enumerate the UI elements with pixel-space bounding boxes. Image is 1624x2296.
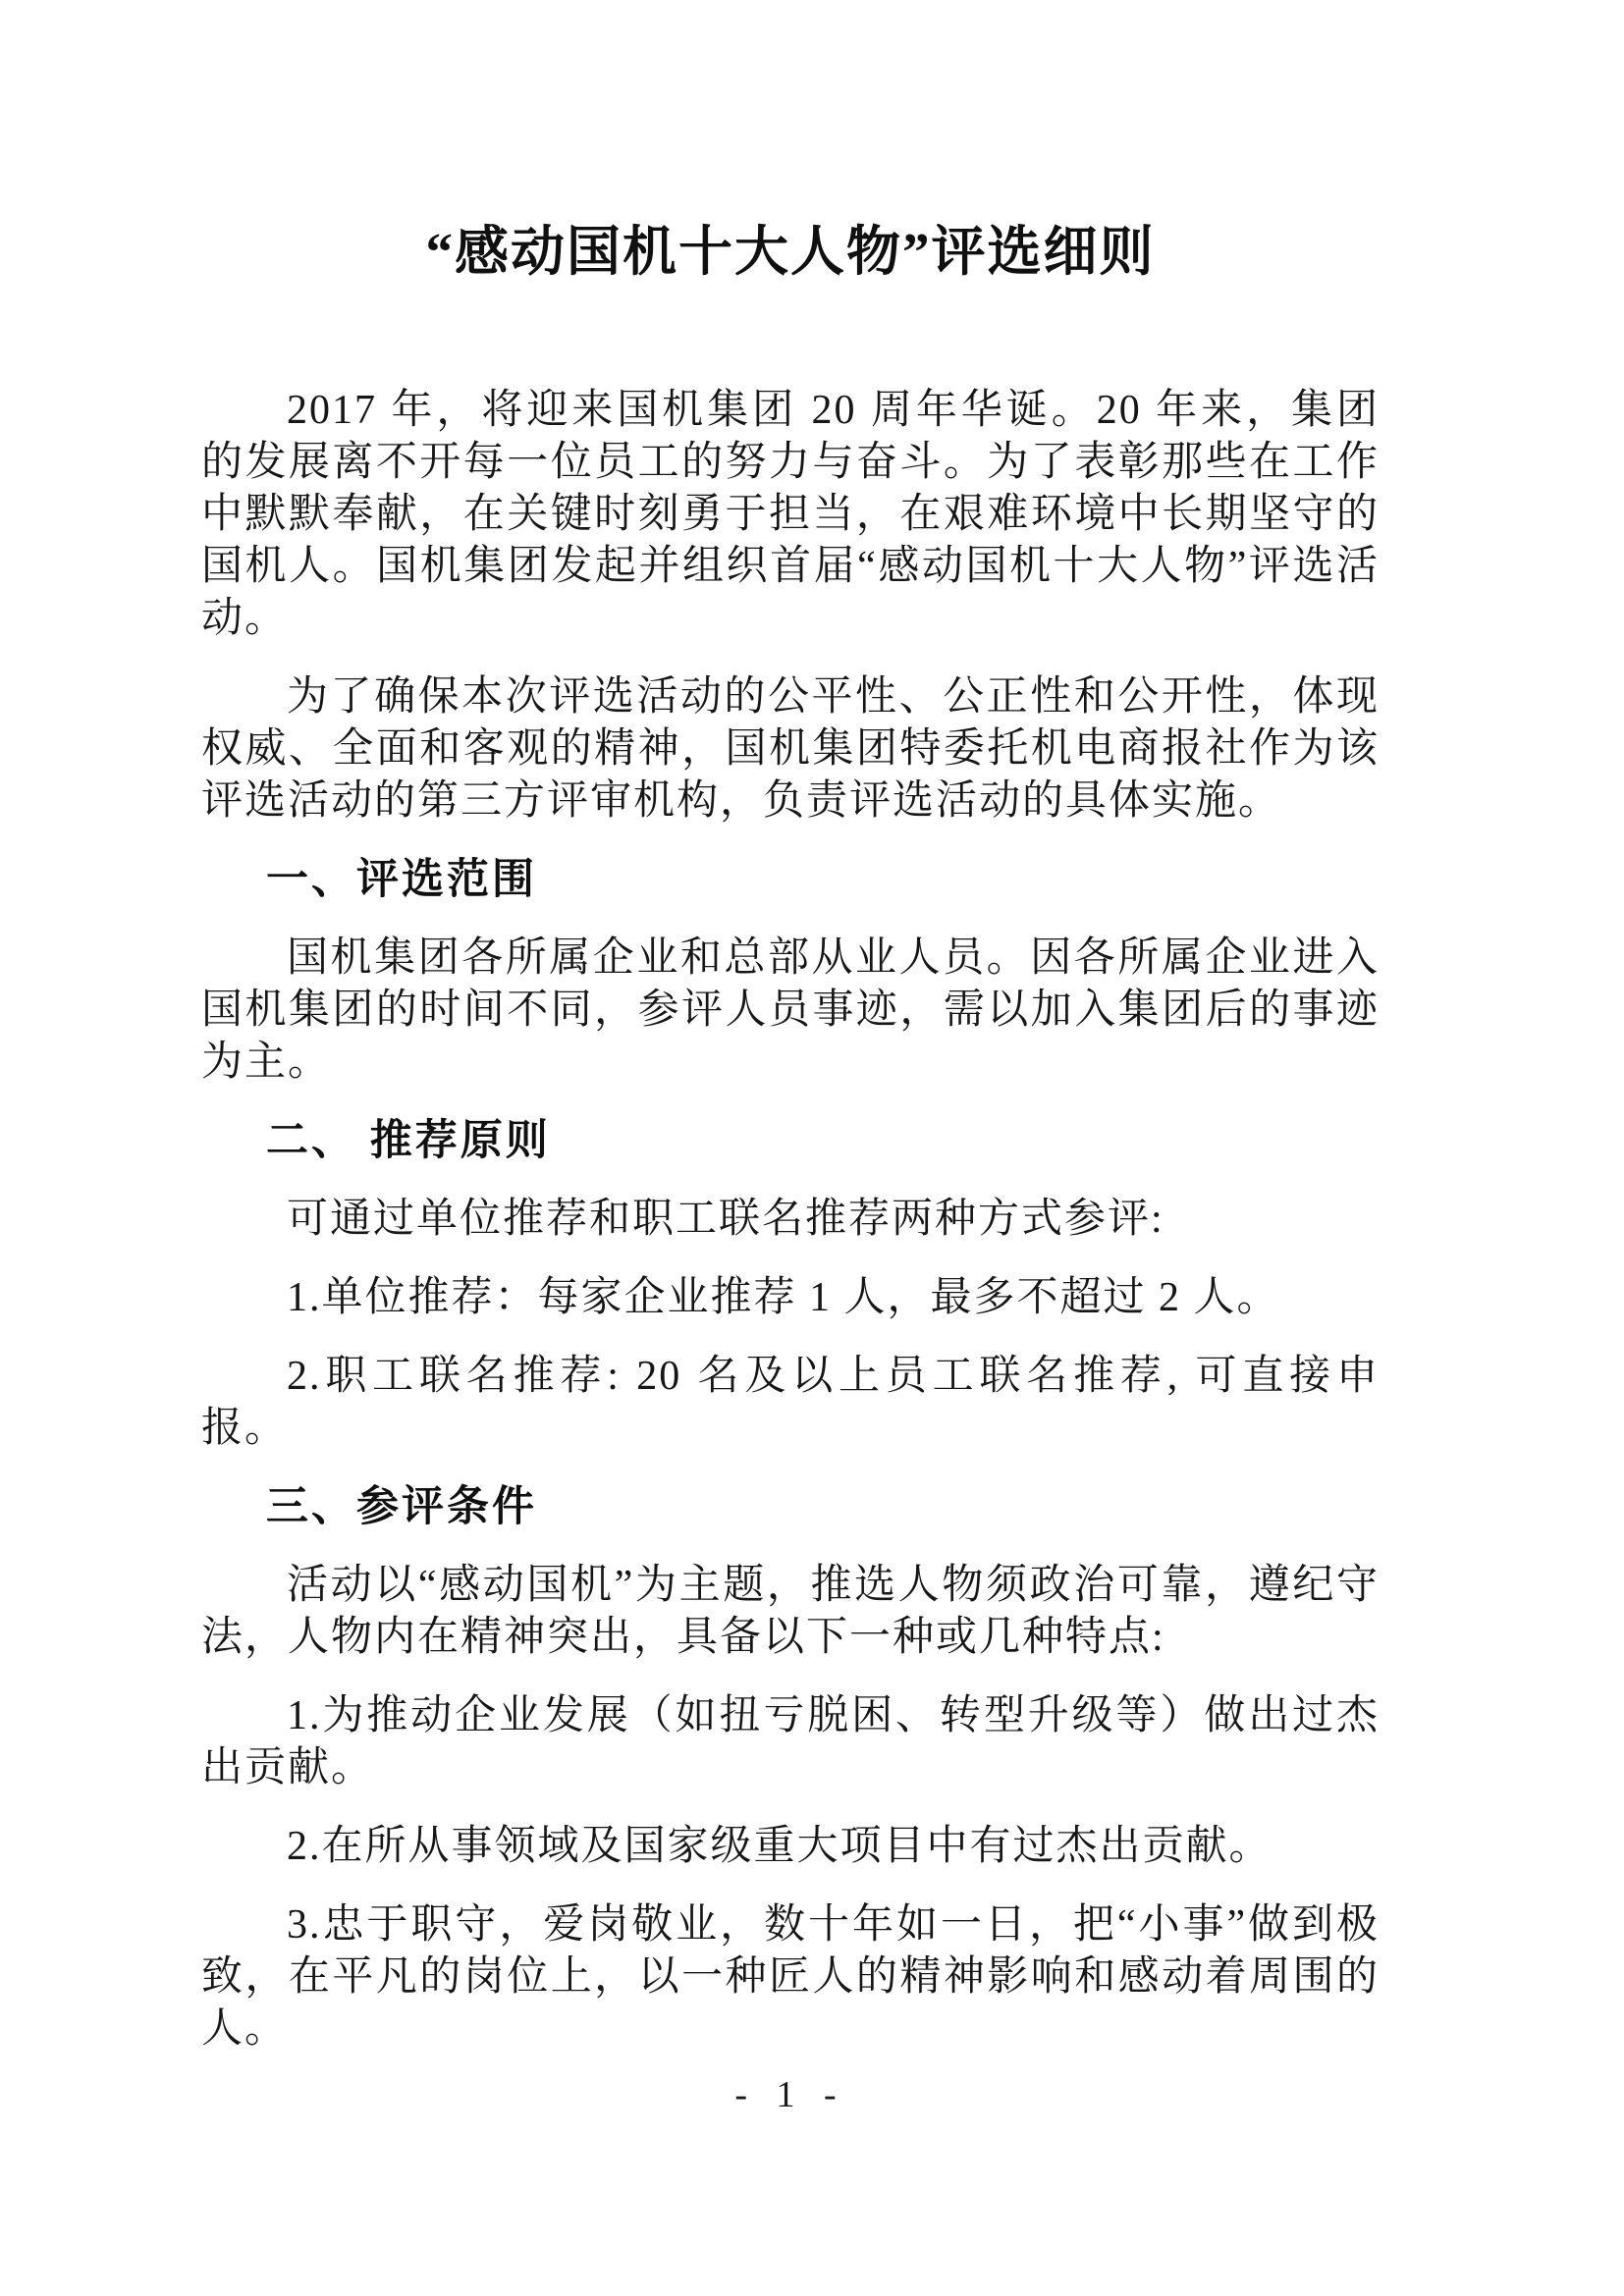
- section-2-heading: 二、 推荐原则: [266, 1118, 551, 1164]
- section-3-heading: 三、参评条件: [266, 1484, 537, 1530]
- section-1-paragraph-1: 国机集团各所属企业和总部从业人员。因各所属企业进入国机集团的时间不同，参评人员事迹，需以加入集团后的事迹为主。: [201, 935, 1380, 1085]
- section-2-paragraph-1: 可通过单位推荐和职工联名推荐两种方式参评:: [287, 1197, 1164, 1242]
- page-number: - 1 -: [734, 2074, 846, 2115]
- section-3-item-3: 3.忠于职守，爱岗敬业，数十年如一日，把“小事”做到极致，在平凡的岗位上，以一种匠人的精神影响和感动着周围的人。: [201, 1902, 1380, 2052]
- section-3-paragraph-1: 活动以“感动国机”为主题，推选人物须政治可靠，遵纪守法，人物内在精神突出，具备以下一种或几种特点:: [201, 1563, 1380, 1660]
- document-body: [201, 218, 1380, 2082]
- section-3-item-2: 2.在所从事领域及国家级重大项目中有过杰出贡献。: [287, 1824, 1272, 1869]
- document-title: “感动国机十大人物”评选细则: [425, 222, 1156, 282]
- intro-paragraph-1: 2017 年，将迎来国机集团 20 周年华诞。20 年来，集团的发展离不开每一位员工的努力与奋斗。为了表彰那些在工作中默默奉献，在关键时刻勇于担当，在艰难环境中长期坚守的国机人。国机集团发起并组织首届“感动国机十大人物”评选活动。: [201, 388, 1380, 641]
- section-2-item-2: 2.职工联名推荐: 20 名及以上员工联名推荐, 可直接申报。: [201, 1354, 1380, 1451]
- section-1-heading: 一、评选范围: [266, 857, 537, 903]
- section-2-item-1: 1.单位推荐：每家企业推荐 1 人，最多不超过 2 人。: [287, 1275, 1280, 1320]
- section-3-item-1: 1.为推动企业发展（如扭亏脱困、转型升级等）做出过杰出贡献。: [201, 1693, 1380, 1790]
- intro-paragraph-2: 为了确保本次评选活动的公平性、公正性和公开性，体现权威、全面和客观的精神，国机集团特委托机电商报社作为该评选活动的第三方评审机构，负责评选活动的具体实施。: [201, 674, 1380, 824]
